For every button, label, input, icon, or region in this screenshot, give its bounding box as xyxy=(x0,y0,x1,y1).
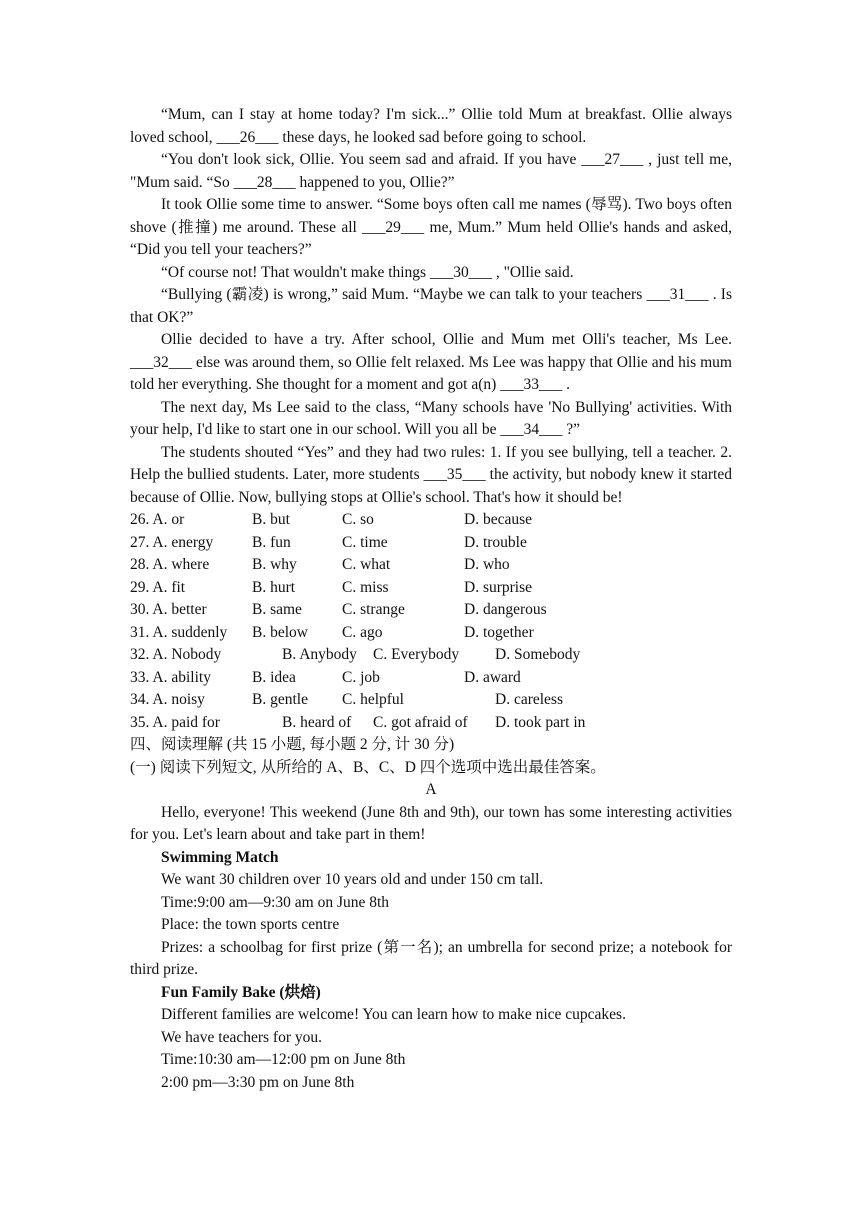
option-b: B. idea xyxy=(252,668,296,686)
option-d: D. Somebody xyxy=(495,646,581,663)
option-a: 28. A. where xyxy=(130,556,210,573)
option-b: B. Anybody xyxy=(282,646,357,663)
option-c: C. Everybody xyxy=(373,646,460,663)
bake-time-1: Time:10:30 am—12:00 pm on June 8th xyxy=(161,1051,406,1068)
option-b: B. same xyxy=(252,601,302,618)
option-c: C. got afraid of xyxy=(373,713,468,731)
family-bake-heading: Fun Family Bake (烘焙) xyxy=(161,983,321,1001)
option-b: B. why xyxy=(252,556,297,573)
option-d: D. trouble xyxy=(464,533,527,551)
option-d: D. careless xyxy=(495,691,563,708)
option-c: C. time xyxy=(342,533,388,551)
option-c: C. miss xyxy=(342,578,389,596)
option-b: B. fun xyxy=(252,533,291,551)
option-b: B. gentle xyxy=(252,691,308,708)
question-row xyxy=(130,644,732,667)
question-row xyxy=(130,509,732,532)
option-c: C. job xyxy=(342,668,380,686)
bake-time-2: 2:00 pm—3:30 pm on June 8th xyxy=(161,1073,355,1091)
option-a: 30. A. better xyxy=(130,601,207,618)
passage-paragraph-5: “Bullying (霸凌) is wrong,” said Mum. “Maybe we can talk to your teachers ___31___ . Is that OK?” xyxy=(130,286,732,326)
question-row xyxy=(130,554,732,577)
option-d: D. dangerous xyxy=(464,601,547,618)
option-a: 27. A. energy xyxy=(130,533,214,551)
option-d: D. surprise xyxy=(464,578,533,596)
question-row xyxy=(130,689,732,712)
option-d: D. award xyxy=(464,668,521,686)
question-row xyxy=(130,532,732,555)
question-row xyxy=(130,577,732,600)
option-a: 34. A. noisy xyxy=(130,691,205,708)
option-c: C. so xyxy=(342,511,374,528)
passage-paragraph-7: The next day, Ms Lee said to the class, “Many schools have 'No Bullying' activities. With your help, I'd like to start one in our school. Will you all be ___34___ ?” xyxy=(130,398,732,438)
option-c: C. strange xyxy=(342,601,405,618)
option-a: 29. A. fit xyxy=(130,578,186,596)
section-instruction: (一) 阅读下列短文, 从所给的 A、B、C、D 四个选项中选出最佳答案。 xyxy=(130,758,606,776)
option-b: B. but xyxy=(252,511,290,528)
option-d: D. because xyxy=(464,511,532,528)
bake-description: Different families are welcome! You can learn how to make nice cupcakes. xyxy=(161,1006,626,1023)
swimming-place: Place: the town sports centre xyxy=(161,916,340,933)
passage-letter: A xyxy=(425,781,437,798)
option-b: B. below xyxy=(252,623,308,641)
passage-paragraph-4: “Of course not! That wouldn't make things ___30___ , "Ollie said. xyxy=(161,263,574,281)
bake-teachers: We have teachers for you. xyxy=(161,1028,322,1046)
reading-intro: Hello, everyone! This weekend (June 8th and 9th), our town has some interesting activities for you. Let's learn about and take part in them! xyxy=(130,803,732,843)
swimming-match-heading: Swimming Match xyxy=(161,848,279,866)
passage-paragraph-3: It took Ollie some time to answer. “Some boys often call me names (辱骂). Two boys often shove (推撞) me around. These all ___29___ me, Mum.” Mum held Ollie's hands and asked, “Did you tell your teachers?” xyxy=(130,196,732,258)
option-c: C. what xyxy=(342,556,391,573)
question-row xyxy=(130,667,732,690)
option-d: D. who xyxy=(464,556,510,573)
swimming-time: Time:9:00 am—9:30 am on June 8th xyxy=(161,893,390,911)
option-c: C. helpful xyxy=(342,691,404,708)
option-b: B. heard of xyxy=(282,713,352,731)
question-row xyxy=(130,622,732,645)
option-a: 35. A. paid for xyxy=(130,713,220,731)
passage-paragraph-6: Ollie decided to have a try. After school, Ollie and Mum met Olli's teacher, Ms Lee. ___32___ else was around them, so Ollie felt relaxed. Ms Lee was happy that Ollie and his mum told her everything. She thought for a moment and got a(n) ___33___ . xyxy=(130,331,732,393)
question-row xyxy=(130,712,732,735)
option-a: 26. A. or xyxy=(130,511,185,528)
passage-paragraph-8: The students shouted “Yes” and they had two rules: 1. If you see bullying, tell a teacher. 2. Help the bullied students. Later, more students ___35___ the activity, but nobody knew it started because of Ollie. Now, bullying stops at Ollie's school. That's how it should be! xyxy=(130,443,732,506)
option-a: 31. A. suddenly xyxy=(130,623,228,641)
option-d: D. together xyxy=(464,623,534,641)
option-b: B. hurt xyxy=(252,578,296,596)
swimming-requirement: We want 30 children over 10 years old and under 150 cm tall. xyxy=(161,871,544,888)
option-a: 33. A. ability xyxy=(130,668,211,686)
passage-paragraph-1: “Mum, can I stay at home today? I'm sick...” Ollie told Mum at breakfast. Ollie always loved school, ___26___ these days, he looked sad before going to school. xyxy=(130,106,732,146)
swimming-prizes: Prizes: a schoolbag for first prize (第一名); an umbrella for second prize; a notebook for third prize. xyxy=(130,938,732,978)
question-list xyxy=(130,509,732,734)
option-d: D. took part in xyxy=(495,713,586,731)
question-row xyxy=(130,599,732,622)
section-heading: 四、阅读理解 (共 15 小题, 每小题 2 分, 计 30 分) xyxy=(130,736,455,753)
exam-page xyxy=(130,104,732,1094)
passage-paragraph-2: “You don't look sick, Ollie. You seem sad and afraid. If you have ___27___ , just tell me, "Mum said. “So ___28___ happened to you, Ollie?” xyxy=(130,151,732,191)
option-c: C. ago xyxy=(342,623,383,641)
option-a: 32. A. Nobody xyxy=(130,646,222,663)
